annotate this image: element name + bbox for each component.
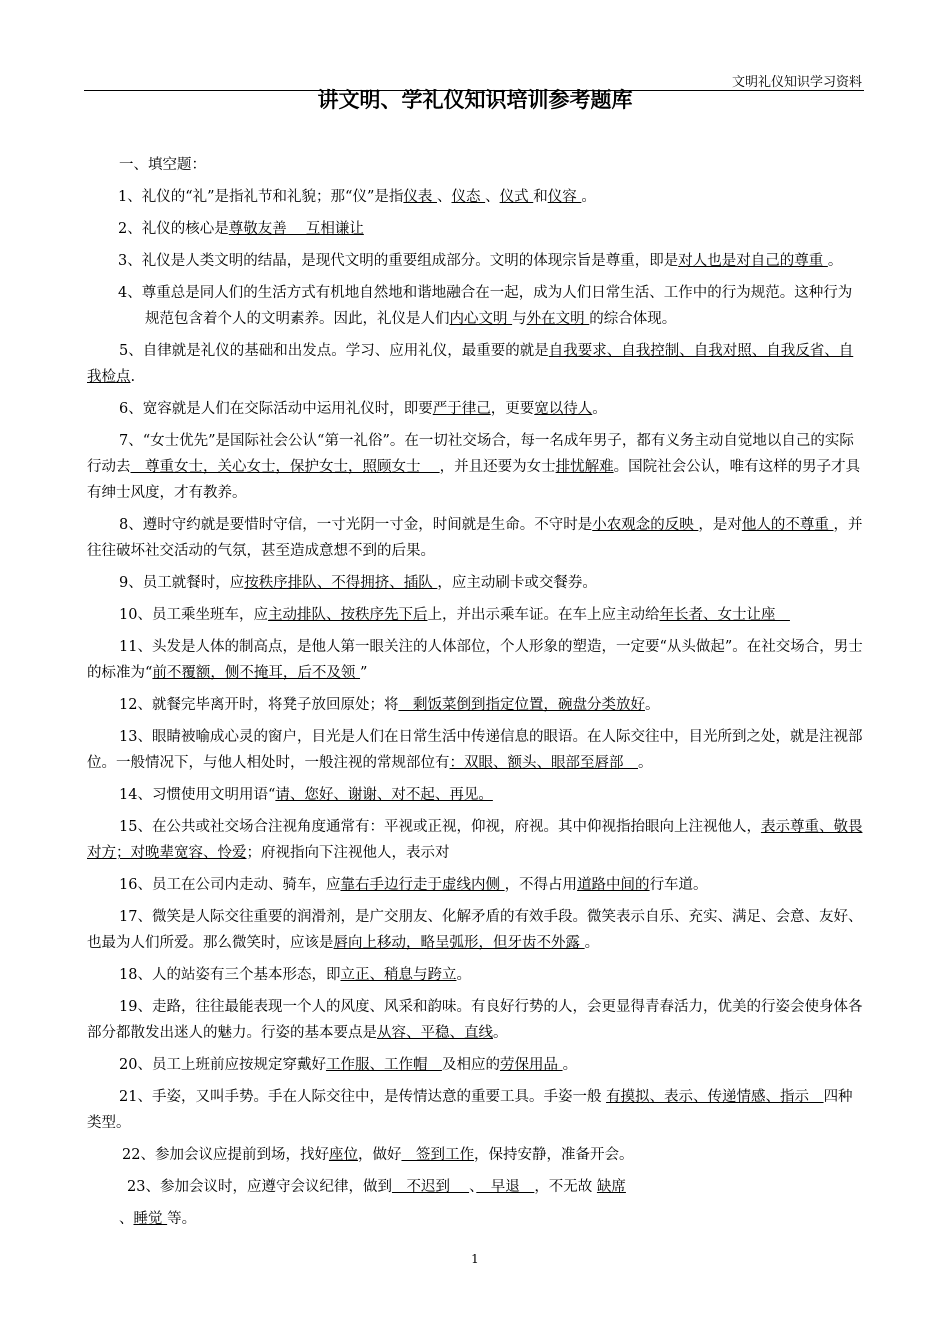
question-text: 16、员工在公司内走动、骑车，应: [119, 877, 341, 893]
answer-blank: 道路中间的: [577, 877, 650, 893]
answer-blank: 座位: [328, 1147, 358, 1163]
question-10: [87, 602, 863, 628]
question-17: [87, 904, 863, 956]
question-15: [87, 814, 863, 866]
question-text: 等。: [167, 1211, 197, 1227]
question-text: 21、手姿，又叫手势。手在人际交往中，是传情达意的重要工具。手姿一般: [119, 1089, 607, 1105]
answer-blank: ：双眼、额头、眼部至唇部: [449, 755, 638, 771]
question-11: [87, 634, 863, 686]
answer-blank: 内心文明: [449, 311, 513, 327]
question-text: 6、宽容就是人们在交际活动中运用礼仪时，即要: [119, 401, 433, 417]
question-text: 14、习惯使用文明用语“: [119, 787, 276, 803]
answer-blank: 靠右手边行走于虚线内侧: [340, 877, 505, 893]
question-text: 8、遵时守约就是要惜时守信，一寸光阴一寸金，时间就是生命。不守时是: [119, 517, 593, 533]
answer-blank: 从容、平稳、直线: [377, 1025, 493, 1041]
answer-blank: 仪式: [499, 189, 534, 205]
question-text: 。: [827, 253, 843, 269]
question-text: 3、礼仪是人类文明的结晶，是现代文明的重要组成部分。文明的体现宗旨是尊重，即是: [118, 253, 679, 269]
answer-blank: 早退: [476, 1179, 535, 1195]
question-text: 上，并出示乘车证。在车上应主动给: [427, 607, 660, 623]
question-text: 。: [584, 935, 600, 951]
answer-blank: 他人的不尊重: [741, 517, 834, 533]
answer-blank: 请、您好、谢谢、对不起、再见。: [275, 787, 493, 803]
question-text: ，并往往破坏社交活动的气氛，甚至造成意想不到的后果。: [87, 517, 863, 559]
question-text: ”: [360, 665, 368, 681]
question-4: [87, 280, 863, 332]
question-text: 17、微笑是人际交往重要的润滑剂，是广交朋友、化解矛盾的有效手段。微笑表示自乐、充实、满足、会意、友好、也最为人们所爱。那么微笑时，应该是: [87, 909, 863, 951]
question-text: 和: [533, 189, 548, 205]
question-text: .: [130, 369, 136, 385]
answer-blank: 签到工作: [401, 1147, 474, 1163]
answer-blank: 年长者、女士让座: [659, 607, 790, 623]
answer-blank: 尊敬友善 互相谦让: [228, 221, 364, 237]
question-20: [87, 1052, 863, 1078]
question-text: 四种类型。: [87, 1089, 853, 1131]
answer-blank: 仪态: [451, 189, 486, 205]
answer-blank: 外在文明: [526, 311, 590, 327]
question-13: [87, 724, 863, 776]
question-text: 行车道。: [649, 877, 708, 893]
question-18: [87, 962, 863, 988]
question-2: [87, 216, 863, 242]
question-text: 13、眼睛被喻成心灵的窗户，目光是人们在日常生活中传递信息的眼语。在人际交往中，目光所到之处，就是注视部位。一般情况下，与他人相处时，一般注视的常规部位有: [87, 729, 863, 771]
question-8: [87, 512, 863, 564]
question-14: [87, 782, 863, 808]
answer-blank: 按秩序排队、不得拥挤、插队: [244, 575, 438, 591]
question-text: 、: [469, 1179, 477, 1195]
question-text: 的综合体现。: [589, 311, 677, 327]
question-text: 及相应的: [441, 1057, 500, 1073]
question-text: 。: [493, 1025, 508, 1041]
answer-blank: 自我要求、自我控制、自我对照、自我反省、自我检点: [87, 343, 854, 385]
question-list: [87, 184, 863, 1232]
question-9: [87, 570, 863, 596]
question-text: 10、员工乘坐班车，应: [119, 607, 268, 623]
question-text: 、: [437, 189, 452, 205]
answer-blank: 对人也是对自己的尊重: [678, 253, 828, 269]
question-text: 19、走路，往往最能表现一个人的风度、风采和韵味。有良好行势的人，会更显得青春活力，优美的行姿会使身体各部分都散发出迷人的魅力。行姿的基本要点是: [87, 999, 863, 1041]
question-12: [87, 692, 863, 718]
question-text: 。: [581, 189, 596, 205]
answer-blank: 工作服、工作帽: [325, 1057, 442, 1073]
question-text: 。: [562, 1057, 578, 1073]
question-text: 、: [485, 189, 500, 205]
answer-blank: 有摸拟、表示、传递情感、指示: [606, 1089, 824, 1105]
question-text: 23、参加会议时，应遵守会议纪律，做到: [127, 1179, 392, 1195]
answer-blank: 宽以待人: [534, 401, 593, 417]
answer-blank: 剩饭菜倒到指定位置，碗盘分类放好: [398, 697, 645, 713]
question-text: 9、员工就餐时，应: [119, 575, 245, 591]
answer-blank: 缺席: [596, 1179, 626, 1195]
question-text: 5、自律就是礼仪的基础和出发点。学习、应用礼仪，最重要的就是: [119, 343, 549, 359]
question-text: 11、头发是人体的制高点，是他人第一眼关注的人体部位，个人形象的塑造，一定要“从头做起”。在社交场合，男士的标准为“: [87, 639, 863, 681]
document-body: [87, 152, 863, 1238]
answer-blank: 表示尊重、敬畏对方；对晚辈宽容、怜爱: [87, 819, 863, 861]
question-3: [87, 248, 863, 274]
question-text: ，做好: [357, 1147, 402, 1163]
question-text: 。: [592, 401, 607, 417]
question-text: ，应主动刷卡或交餐券。: [437, 575, 597, 591]
question-text: 12、就餐完毕离开时，将凳子放回原处；将: [119, 697, 399, 713]
question-text: 22、参加会议应提前到场，找好: [122, 1147, 329, 1163]
page-title: 讲文明、学礼仪知识培训参考题库: [317, 88, 633, 112]
question-text: 。: [638, 755, 653, 771]
question-text: 7、“女士优先”是国际社会公认“第一礼俗”。在一切社交场合，每一名成年男子，都有义务主动自觉地以自己的实际行动去: [87, 433, 854, 475]
question-5: [87, 338, 863, 390]
question-text: 4、尊重总是同人们的生活方式有机地自然地和谐地融合在一起，成为人们日常生活、工作中的行为规范。这种行为规范包含着个人的文明素养。因此，礼仪是人们: [118, 285, 853, 327]
answer-blank: 主动排队、按秩序先下后: [267, 607, 428, 623]
answer-blank: 不迟到: [391, 1179, 470, 1195]
question-text: 18、人的站姿有三个基本形态，即: [119, 967, 341, 983]
question-7: [87, 428, 863, 506]
question-24: [87, 1206, 863, 1232]
question-text: ；府视指向下注视他人，表示对: [246, 845, 450, 861]
question-text: 。: [456, 967, 471, 983]
question-19: [87, 994, 863, 1046]
question-text: 与: [512, 311, 527, 327]
question-text: 、: [119, 1211, 134, 1227]
answer-blank: 睡觉: [133, 1211, 168, 1227]
question-text: ，更要: [490, 401, 535, 417]
header-right-text: 文明礼仪知识学习资料: [731, 75, 862, 90]
answer-blank: 小农观念的反映: [592, 517, 699, 533]
question-text: ，并且还要为女士: [439, 459, 556, 475]
answer-blank: 仪表: [403, 189, 437, 205]
question-6: [87, 396, 863, 422]
question-text: ，保持安静，准备开会。: [473, 1147, 634, 1163]
question-text: 2、礼仪的核心是: [118, 221, 229, 237]
answer-blank: 立正、稍息与跨立: [340, 967, 457, 983]
question-text: 20、员工上班前应按规定穿戴好: [119, 1057, 326, 1073]
question-text: 1、礼仪的“礼”是指礼节和礼貌；那“仪”是指: [118, 189, 404, 205]
section-heading: 一、填空题：: [119, 157, 206, 173]
question-text: ，不得占用: [504, 877, 578, 893]
question-text: 15、在公共或社交场合注视角度通常有：平视或正视，仰视，府视。其中仰视指抬眼向上注视他人，: [119, 819, 761, 835]
answer-blank: 尊重女士，关心女士，保护女士，照顾女士: [130, 459, 440, 475]
answer-blank: 劳保用品: [499, 1057, 563, 1073]
question-21: [87, 1084, 863, 1136]
question-16: [87, 872, 863, 898]
question-22: [87, 1142, 863, 1168]
answer-blank: 唇向上移动，略呈弧形，但牙齿不外露: [333, 935, 585, 951]
answer-blank: 严于律己: [432, 401, 491, 417]
question-text: 。国院社会公认，唯有这样的男子才具有绅士风度，才有教养。: [87, 459, 861, 501]
answer-blank: 仪容: [547, 189, 582, 205]
answer-blank: 排忧解难: [555, 459, 614, 475]
page-number: 1: [471, 1252, 479, 1266]
question-23: [87, 1174, 863, 1200]
answer-blank: 前不覆额，侧不掩耳，后不及领: [152, 665, 361, 681]
question-text: 。: [644, 697, 660, 713]
question-text: ，不无故: [534, 1179, 597, 1195]
question-1: [87, 184, 863, 210]
question-text: ，是对: [698, 517, 742, 533]
